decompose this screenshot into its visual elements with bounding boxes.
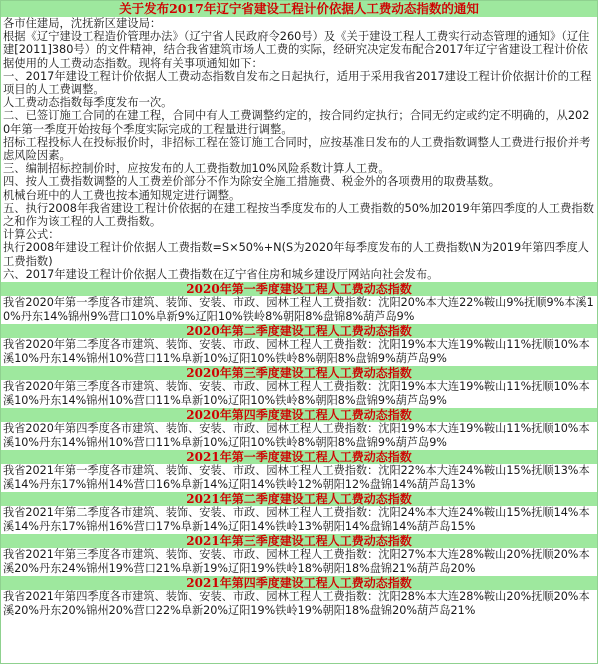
item-6: 六、2017年建设工程计价依据人工费指数在辽宁省住房和城乡建设厅网站向社会发布。: [3, 267, 439, 281]
quarter-text: 我省2021年第三季度各市建筑、装饰、安装、市政、园林工程人工费指数：沈阳27%本大连28%鞍山20%抚顺20%本溪20%丹东24%锦州19%营口21%阜新19%辽阳19%铁岭18%朝阳18%盘锦21%葫芦岛20%: [3, 548, 590, 575]
quarter-title: 2020年第四季度建设工程人工费动态指数: [1, 408, 597, 422]
page-title: 关于发布2017年辽宁省建设工程计价依据人工费动态指数的通知: [1, 1, 597, 17]
quarter-section-2020-q3: [1, 366, 597, 407]
quarter-section-2020-q2: [1, 324, 597, 365]
formula-label: 计算公式：: [3, 228, 60, 242]
quarter-text: 我省2021年第二季度各市建筑、装饰、安装、市政、园林工程人工费指数：沈阳24%本大连24%鞍山15%抚顺14%本溪14%丹东17%锦州16%营口17%阜新14%辽阳14%铁岭13%朝阳14%盘锦14%葫芦岛15%: [3, 506, 590, 533]
item-4: 四、按人工费指数调整的人工费差价部分不作为除安全施工措施费、税金外的各项费用的取费基数。: [3, 175, 501, 189]
notice-body: [1, 17, 597, 281]
item-5: 五、执行2008年我省建设工程计价依据的在建工程按当季度发布的人工费指数的50%加2019年第四季度的人工费指数之和作为该工程的人工费指数。: [3, 201, 594, 229]
quarter-title: 2021年第三季度建设工程人工费动态指数: [1, 534, 597, 548]
quarter-section-2021-q1: [1, 450, 597, 491]
quarter-text: 我省2020年第二季度各市建筑、装饰、安装、市政、园林工程人工费指数：沈阳19%本大连19%鞍山11%抚顺10%本溪10%丹东14%锦州10%营口11%阜新10%辽阳10%铁岭8%朝阳8%盘锦9%葫芦岛9%: [3, 338, 590, 365]
item-2b: 招标工程投标人在投标报价时，非招标工程在签订施工合同时，应按基准日发布的人工费指数调整人工费进行报价并考虑风险因素。: [3, 135, 591, 163]
quarter-title: 2021年第一季度建设工程人工费动态指数: [1, 450, 597, 464]
item-1: 一、2017年建设工程计价依据人工费动态指数自发布之日起执行，适用于采用我省2017建设工程计价依据计价的工程项目的人工费调整。: [3, 69, 592, 97]
quarter-title: 2020年第一季度建设工程人工费动态指数: [1, 282, 597, 296]
formula-line: [3, 241, 595, 267]
quarter-text: 我省2020年第一季度各市建筑、装饰、安装、市政、园林工程人工费指数：沈阳20%本大连22%鞍山9%抚顺9%本溪10%丹东14%锦州9%营口10%阜新9%辽阳10%铁岭8%朝阳8%盘锦8%葫芦岛9%: [3, 296, 594, 323]
quarter-text: 我省2021年第一季度各市建筑、装饰、安装、市政、园林工程人工费指数：沈阳22%本大连24%鞍山15%抚顺13%本溪14%丹东17%锦州14%营口16%阜新14%辽阳14%铁岭12%朝阳12%盘锦14%葫芦岛13%: [3, 464, 590, 491]
addressee: 各市住建局，沈抚新区建设局：: [3, 17, 162, 30]
quarter-text: 我省2021年第四季度各市建筑、装饰、安装、市政、园林工程人工费指数：沈阳28%本大连28%鞍山20%抚顺20%本溪20%丹东20%锦州20%营口22%阜新20%辽阳19%铁岭19%朝阳18%盘锦20%葫芦岛21%: [3, 590, 590, 617]
intro-paragraph: 根据《辽宁建设工程造价管理办法》（辽宁省人民政府令260号）及《关于建设工程人工费实行动态管理的通知》（辽住建[2011]380号）的文件精神，结合我省建筑市场人工费的实际，经研究决定发布配合2017年辽宁省建设工程计价依据使用的人工费动态指数。现将有关事项通知如下：: [3, 30, 590, 70]
formula-note: (S为2020年每季度发布的人工费指数\N为2019年第四季度人工费指数): [3, 241, 589, 268]
item-3: 三、编制招标控制价时，应按发布的人工费指数加10%风险系数计算人工费。: [3, 162, 390, 176]
quarter-section-2021-q3: [1, 534, 597, 575]
quarter-section-2021-q4: [1, 576, 597, 617]
quarter-text: 我省2020年第三季度各市建筑、装饰、安装、市政、园林工程人工费指数：沈阳19%本大连19%鞍山11%抚顺10%本溪10%丹东14%锦州10%营口11%阜新10%辽阳10%铁岭8%朝阳8%盘锦9%葫芦岛9%: [3, 380, 590, 407]
item-4b: 机械台班中的人工费也按本通知规定进行调整。: [3, 188, 241, 202]
quarter-title: 2020年第二季度建设工程人工费动态指数: [1, 324, 597, 338]
quarter-text: 我省2020年第四季度各市建筑、装饰、安装、市政、园林工程人工费指数：沈阳19%本大连19%鞍山11%抚顺10%本溪10%丹东14%锦州10%营口11%阜新10%辽阳10%铁岭8%朝阳8%盘锦9%葫芦岛9%: [3, 422, 590, 449]
item-2: 二、已签订施工合同的在建工程，合同中有人工费调整约定的，按合同约定执行；合同无约定或约定不明确的，从2020年第一季度开始按每个季度实际完成的工程量进行调整。: [3, 109, 590, 136]
quarter-title: 2021年第二季度建设工程人工费动态指数: [1, 492, 597, 506]
quarter-section-2020-q1: [1, 282, 597, 323]
quarter-section-2021-q2: [1, 492, 597, 533]
item-1b: 人工费动态指数每季度发布一次。: [3, 96, 173, 110]
quarter-title: 2020年第三季度建设工程人工费动态指数: [1, 366, 597, 380]
quarter-section-2020-q4: [1, 408, 597, 449]
quarter-title: 2021年第四季度建设工程人工费动态指数: [1, 576, 597, 590]
formula: 执行2008年建设工程计价依据人工费指数=S×50%+N: [3, 241, 282, 255]
